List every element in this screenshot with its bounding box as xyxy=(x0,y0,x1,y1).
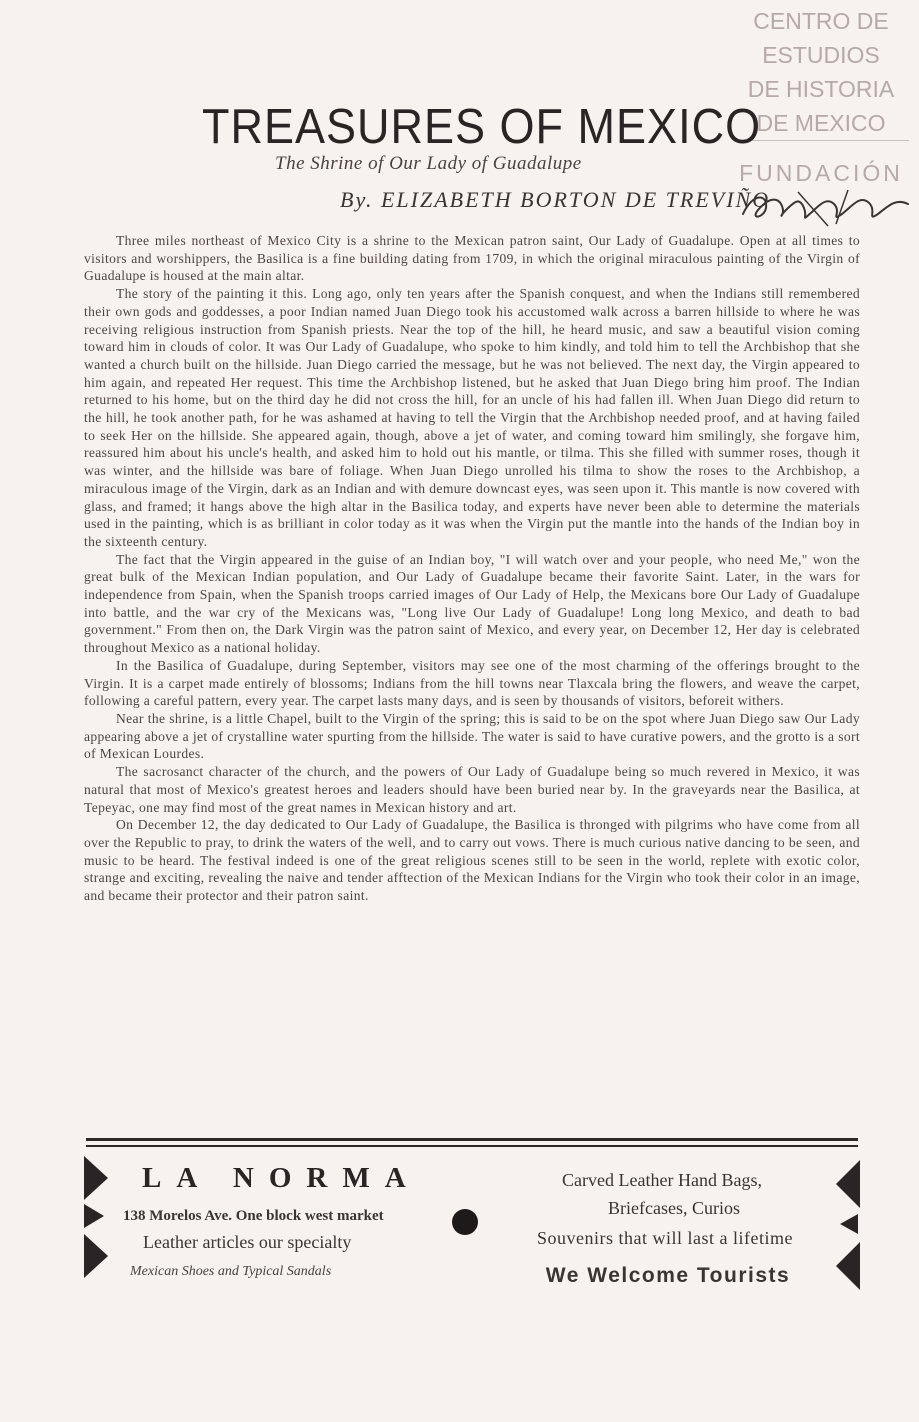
arrow-left-icon xyxy=(836,1160,860,1208)
article-paragraph: On December 12, the day dedicated to Our Lady of Guadalupe, the Basilica is thronged with pilgrims who have come from all over the Republic to pray, to drink the waters of the well, and to carry out vows. There is much curious native dancing to be seen, and music to be heard. The festival indeed is one of the great religious scenes still to be seen in the world, replete with exotic color, strange and exciting, revealing the naive and tender afftection of the Mexican Indians for the Virgin who took their color in an image, and became their protector and their patron saint. xyxy=(84,817,860,904)
bullet-dot-icon xyxy=(452,1209,478,1235)
divider-rule xyxy=(86,1145,858,1147)
watermark-line: DE MEXICO xyxy=(756,110,886,136)
ad-welcome: We Welcome Tourists xyxy=(545,1264,791,1287)
page-subtitle: The Shrine of Our Lady of Guadalupe xyxy=(275,153,582,174)
ad-line: Carved Leather Hand Bags, xyxy=(562,1170,762,1190)
ad-line: Souvenirs that will last a lifetime xyxy=(537,1228,793,1248)
divider-rule xyxy=(86,1138,858,1141)
article-paragraph: Near the shrine, is a little Chapel, built to the Virgin of the spring; this is said to be on the spot where Juan Diego saw Our Lady appearing above a jet of crystalline water spurting from the hillside. The water is said to have curative powers, and the grotto is a sort of Mexican Lourdes. xyxy=(84,710,860,762)
article-paragraph: The story of the painting it this. Long ago, only ten years after the Spanish conquest, and when the Indians still remembered their own gods and goddesses, a poor Indian named Juan Diego took his accustomed walk across a barren hillside to where he was receiving religious instruction from Spanish priests. Near the top of the hill, he heard music, and saw a beautiful vision coming toward him in clouds of color. It was Our Lady of Guadalupe, who spoke to him kindly, and told him to tell the Archbishop that she wanted a church built on the hillside. Juan Diego carried the message, but he was not believed. The next day, the Virgin appeared to him again, and repeated Her request. This time the Archbishop listened, but he asked that Juan Diego bring him proof. The Indian returned to his home, but on the third day he did not cross the hill, for an uncle of his had fallen ill. When Juan Diego did return to the hill, he took another path, for he was ashamed at having to tell the Virgin that the Archbishop needed proof, and at having failed to seek Her on the hillside. She appeared again, though, above a jet of water, and coming toward him smilingly, she forgave him, reassured him about his uncle's health, and asked him to hold out his mantle, or tilma. This she filled with summer roses, though it was winter, and the hillside was bare of foliage. When Juan Diego unrolled his tilma to show the roses to the Archbishop, a miraculous image of the Virgin, dark as an Indian and with demure downcast eyes, was seen upon it. This mantle is now covered with glass, and framed; it hangs above the high altar in the Basilica today, and experts have never been able to determine the materials used in the painting, which is as brilliant in color today as it was when the Virgin put the mantle into the hands of the Indian boy in the sixteenth century. xyxy=(84,286,860,549)
arrow-right-icon xyxy=(84,1156,108,1200)
ad-address: 138 Morelos Ave. One block west market xyxy=(123,1208,384,1224)
article-paragraph: The sacrosanct character of the church, and the powers of Our Lady of Guadalupe being so much revered in Mexico, it was natural that most of Mexico's greatest heroes and leaders should have been buried near by. In the graveyards near the Basilica, at Tepeyac, one may find most of the great names in Mexican history and art. xyxy=(84,764,860,815)
watermark-divider xyxy=(735,140,909,141)
article-paragraph: Three miles northeast of Mexico City is a shrine to the Mexican patron saint, Our Lady of Guadalupe. Open at all times to visitors and worshippers, the Basilica is a fine building dating from 1709, in which the original miraculous painting of the Virgin of Guadalupe is housed at the main altar. xyxy=(84,233,860,284)
arrow-left-icon xyxy=(836,1242,860,1290)
watermark-foundation: FUNDACIÓN xyxy=(739,160,903,186)
ad-products: Mexican Shoes and Typical Sandals xyxy=(130,1264,332,1279)
watermark-line: ESTUDIOS xyxy=(762,42,880,68)
advertisement-la-norma xyxy=(80,1148,860,1298)
watermark-line: CENTRO DE xyxy=(753,8,889,34)
archive-watermark xyxy=(731,4,911,190)
article-paragraph: In the Basilica of Guadalupe, during September, visitors may see one of the most charming of the offerings brought to the Virgin. It is a carpet made entirely of blossoms; Indians from the hill towns near Tlaxcala bring the flowers, and weave the carpet, following a careful pattern, every year. The carpet lasts many days, and is seen by thousands of visitors, beforeit withers. xyxy=(84,657,860,709)
arrow-right-icon xyxy=(84,1204,104,1228)
handwritten-signature xyxy=(738,184,918,230)
article-paragraph: The fact that the Virgin appeared in the guise of an Indian boy, "I will watch over and your people, who need Me," won the great bulk of the Mexican Indian population, and Our Lady of Guadalupe became their favorite Saint. Later, in the wars for independence from Spain, when the Spanish troops carried images of Our Lady of Help, the Mexicans bore Our Lady of Guadalupe into battle, and the war cry of the Mexicans was, "Long live Our Lady of Guadalupe! Long long Mexico, and death to bad government." From then on, the Dark Virgin was the patron saint of Mexico, and every year, on December 12, Her day is celebrated throughout Mexico as a national holiday. xyxy=(84,551,860,656)
article-body xyxy=(84,232,860,905)
arrow-right-icon xyxy=(84,1234,108,1278)
watermark-line: DE HISTORIA xyxy=(747,76,895,102)
ad-line: Briefcases, Curios xyxy=(608,1198,740,1218)
author-byline: By. ELIZABETH BORTON DE TREVIÑO xyxy=(340,187,771,212)
ad-specialty: Leather articles our specialty xyxy=(143,1232,352,1252)
page-title: TREASURES OF MEXICO xyxy=(202,98,762,155)
ad-store-name: LA NORMA xyxy=(142,1162,421,1194)
arrow-left-icon xyxy=(840,1214,858,1234)
